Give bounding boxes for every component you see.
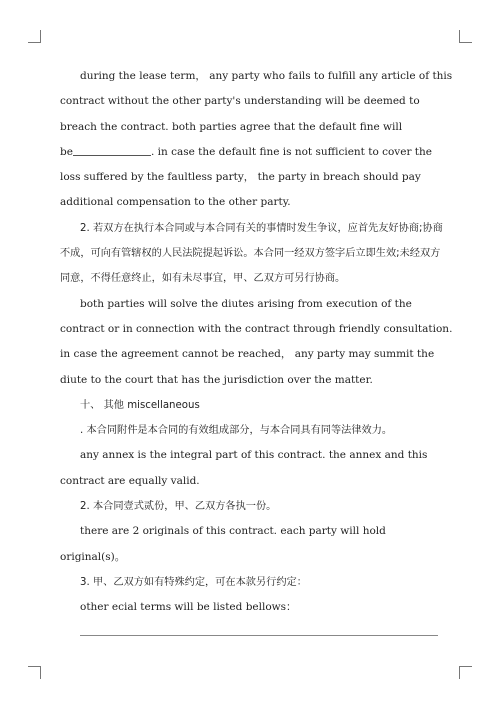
text-line: 3. 甲、乙双方如有特殊约定，可在本款另行约定： (80, 576, 307, 588)
section-heading: 十、 其他 miscellaneous (80, 399, 200, 411)
text-line: loss suffered by the faultless party， the party in breach should pay (60, 171, 421, 184)
text-fragment: be (60, 145, 73, 158)
text-line: original(s)。 (60, 550, 126, 563)
text-line: diute to the court that has the jurisdiction over the matter. (60, 373, 373, 386)
text-line: additional compensation to the other party. (60, 196, 291, 209)
corner-mark-top-left (28, 30, 41, 43)
text-line: contract without the other party's understanding will be deemed to (60, 95, 420, 108)
text-line: 2. 本合同壹式贰份，甲、乙双方各执一份。 (80, 501, 277, 513)
signature-rule-line (80, 635, 438, 636)
text-line: there are 2 originals of this contract. each party will hold (80, 525, 386, 538)
text-fragment: . in case the default fine is not sufficient to cover the (150, 145, 433, 158)
text-line: in case the agreement cannot be reached， any party may summit the (60, 348, 435, 361)
corner-mark-bottom-left (28, 666, 41, 679)
text-line: 同意，不得任意终止，如有未尽事宜，甲、乙双方可另行协商。 (60, 273, 346, 285)
text-line: 不成，可向有管辖权的人民法院提起诉讼。本合同一经双方签字后立即生效;未经双方 (60, 248, 441, 260)
fill-in-blank (73, 145, 151, 156)
corner-mark-bottom-right (459, 666, 472, 679)
document-page (60, 64, 453, 621)
text-line: other ecial terms will be listed bellows： (80, 601, 297, 614)
text-line: contract are equally valid. (60, 474, 200, 487)
text-line: both parties will solve the diutes arising from execution of the (80, 297, 412, 310)
text-line: 2. 若双方在执行本合同或与本合同有关的事情时发生争议，应首先友好协商;协商 (80, 222, 443, 234)
text-line: contract or in connection with the contract through friendly consultation. (60, 322, 453, 335)
text-line: . 本合同附件是本合同的有效组成部分，与本合同具有同等法律效力。 (80, 425, 393, 437)
text-line: any annex is the integral part of this contract. the annex and this (80, 449, 428, 462)
corner-mark-top-right (459, 30, 472, 43)
text-line: during the lease term， any party who fails to fulfill any article of this (80, 70, 453, 82)
text-line-with-blank (60, 140, 446, 165)
text-line: breach the contract. both parties agree that the default fine will (60, 120, 403, 133)
